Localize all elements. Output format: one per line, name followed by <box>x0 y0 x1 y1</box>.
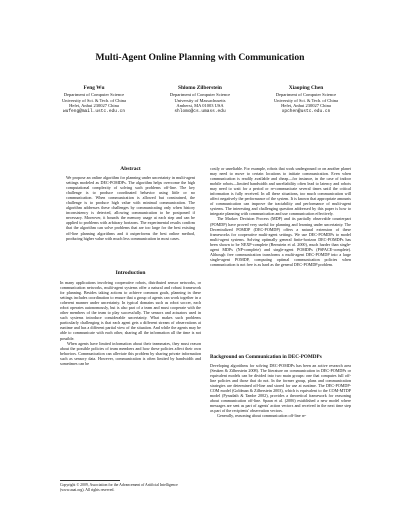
background-paragraph-1: Developing algorithms for solving DEC-POMDPs has been an active research area (Seuken & Zilberstein 2008). The literature on communication in DEC-POMDPs or equivalent models can be divided into two main groups: one that computes full off-line policies and those that do not. In the former group, plans and communication strategies are determined off-line and stored for use at runtime. The DEC-POMDP-COM model (Goldman & Zilberstein 2003), which is equivalent to the COM-MTDP model (Pynadath & Tambe 2002), provides a theoretical framework for reasoning about communication off-line. Spaan et al. (2006) established a new model where messages are sent as part of agents' action vectors and received in the next time step as part of the recipients' observation vectors. <box>210 363 351 414</box>
abstract-heading: Abstract <box>120 166 141 172</box>
background-paragraph-2: Generally, reasoning about communication off-line re- <box>217 413 307 419</box>
author-name: Xiaoping Chen <box>288 85 324 91</box>
copyright-notice: Copyright © 2009, Association for the Advancement of Artificial Intelligence (www.aaai.org). All rights reserved. <box>60 483 178 492</box>
intro-heading: Introduction <box>115 270 146 276</box>
author-dept: Department of Computer Science <box>63 92 125 97</box>
intro-paragraph-2: When agents have limited information about their teammates, they must reason about the possible policies of team members and how these policies affect their own behaviors. Communication can alleviate this problem by sharing private information such as sensory data. However, communication is often limited by bandwidth and sometimes can be <box>60 340 201 366</box>
author-email: shlomo@cs.umass.edu <box>174 108 226 114</box>
author-dept: Department of Computer Science <box>275 92 337 97</box>
author-affil: University of Massachusetts <box>174 97 226 103</box>
author-affil: University of Sci. & Tech. of China <box>273 97 339 103</box>
footnote-rule <box>60 480 120 481</box>
right-paragraph-2: The Markov Decision Process (MDP) and its partially observable counterpart (POMDP) have proved very useful for planning and learning under uncertainty. The Decentralized POMDP (DEC-POMDP) offers a natural extension of these frameworks for cooperative multi-agent settings. We use DEC-POMDPs to model multi-agent systems. Solving optimally general finite-horizon DEC-POMDPs has been shown to be NEXP-complete (Bernstein et al. 2000), much harder than single-agent MDPs (NP-complete) and single-agent POMDPs (PSPACE-complete). Although free communication transforms a multi-agent DEC-POMDP into a large single-agent POMDP, computing optimal communication policies when communication is not free is as hard as the general DEC-POMDP problem. <box>210 216 351 267</box>
author-name: Feng Wu <box>83 85 105 91</box>
paper-title: Multi-Agent Online Planning with Communication <box>95 52 305 63</box>
author-email: xpchen@ustc.edu.cn <box>281 108 331 114</box>
right-column <box>210 0 351 518</box>
abstract-text: We propose an online algorithm for planning under uncertainty in multi-agent settings modeled as DEC-POMDPs. The algorithm helps overcome the high computational complexity of solving such problems off-line. The key challenge is to produce coordinated behavior using little or no communication. When communication is allowed but constrained, the challenge is to produce high value with minimal communication. The algorithm addresses these challenges by communicating only when history inconsistency is detected, allowing communication to be postponed if necessary. Moreover, it bounds the memory usage at each step and can be applied to problems with arbitrary horizons. The experimental results confirm that the algorithm can solve problems that are too large for the best existing off-line planning algorithms and it outperforms the best online method, producing higher value with much less communication in most cases. <box>66 175 195 241</box>
background-heading: Background on Communication in DEC-POMDPs <box>210 354 322 360</box>
background-body <box>210 363 351 503</box>
author-affil: University of Sci. & Tech. of China <box>61 97 127 103</box>
left-column <box>60 0 201 518</box>
author-dept: Department of Computer Science <box>169 92 231 97</box>
author-name: Shlomo Zilberstein <box>178 85 222 91</box>
author-addr: Hefei, Anhui 230027 China <box>69 103 119 109</box>
right-paragraph-1: costly or unreliable. For example, robots that work underground or on another planet may need to move to certain locations to initiate communication. Even when communication is readily available and cheap—for instance, in the case of indoor mobile robots—limited bandwidth and unreliability often lead to latency and robots may need to wait for a period or re-communicate several times until the critical information is fully received. In all these situations, too much communication will affect negatively the performance of the system. It is known that appropriate amounts of communication can improve the tractability and performance of multi-agent systems. The interesting and challenging question addressed by this paper is how to integrate planning with communication and use communication effectively. <box>210 166 351 217</box>
intro-body <box>60 280 201 476</box>
author-email: wufeng@mail.ustc.edu.cn <box>62 108 126 114</box>
author-addr: Hefei, Anhui 230027 China <box>281 103 331 109</box>
right-body <box>210 166 351 353</box>
intro-paragraph-1: In many applications involving cooperative robots, distributed sensor networks, or communication networks, multi-agent systems offer a natural and robust framework for planning. Besides taking actions to achieve common goals, planning in these settings includes coordination to ensure that a group of agents can work together in a coherent manner under uncertainty. In typical domains such as robot soccer, each robot operates autonomously, but is also part of a team and must cooperate with the other members of the team to play successfully. The sensors and actuators used in such systems introduce considerable uncertainty. What makes such problems particularly challenging is that each agent gets a different stream of observations at runtime and has a different partial view of the situation. And while the agents may be able to communicate with each other, sharing all the information all the time is not possible. <box>60 280 201 341</box>
author-addr: Amherst, MA 01003 USA <box>176 103 224 109</box>
